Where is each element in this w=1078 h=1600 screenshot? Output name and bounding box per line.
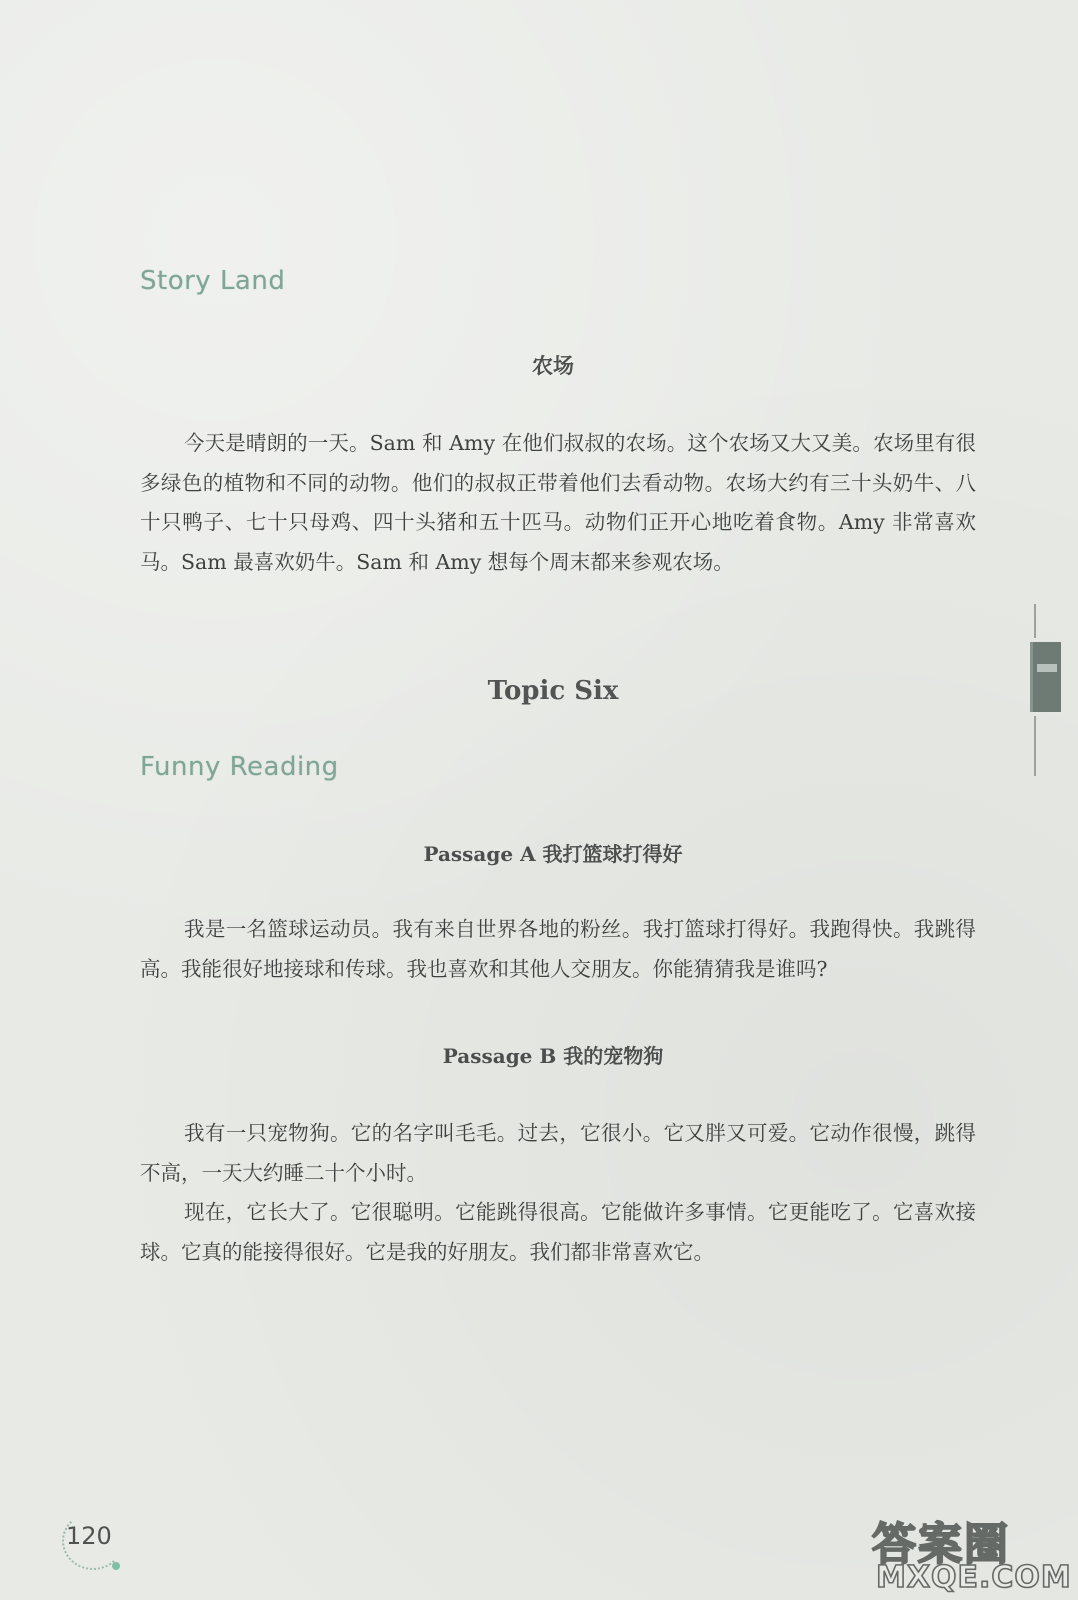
side-margin-line (1034, 604, 1036, 638)
funny-reading-heading: Funny Reading (140, 752, 339, 782)
passage-b-paragraph-1: 我有一只宠物狗。它的名字叫毛毛。过去，它很小。它又胖又可爱。它动作很慢，跳得不高，一天大约睡二十个小时。 (140, 1121, 976, 1185)
page-number: 120 (66, 1522, 112, 1550)
story-land-heading: Story Land (140, 266, 286, 296)
watermark-logo (872, 1508, 1072, 1596)
passage-b-paragraph-2: 现在，它长大了。它很聪明。它能跳得很高。它能做许多事情。它更能吃了。它喜欢接球。它真的能接得很好。它是我的好朋友。我们都非常喜欢它。 (140, 1200, 976, 1264)
topic-title: Topic Six (487, 676, 619, 706)
page-number-dot (112, 1562, 120, 1570)
watermark-chars: 答案圈 (872, 1519, 1010, 1570)
passage-b-title: Passage B 我的宠物狗 (442, 1044, 664, 1068)
watermark-url: MXQE.COM (876, 1560, 1072, 1595)
chapter-side-tab (1030, 642, 1061, 712)
page-number-badge (58, 1508, 128, 1572)
side-margin-line (1034, 716, 1036, 776)
side-tab-stripe (1037, 664, 1057, 672)
passage-a-paragraph: 我是一名篮球运动员。我有来自世界各地的粉丝。我打篮球打得好。我跑得快。我跳得高。我能很好地接球和传球。我也喜欢和其他人交朋友。你能猜猜我是谁吗? (140, 917, 976, 981)
farm-story-paragraph: 今天是晴朗的一天。Sam 和 Amy 在他们叔叔的农场。这个农场又大又美。农场里有很多绿色的植物和不同的动物。他们的叔叔正带着他们去看动物。农场大约有三十头奶牛、八十只鸭子、七十只母鸡、四十头猪和五十匹马。动物们正开心地吃着食物。Amy 非常喜欢马。Sam 最喜欢奶牛。Sam 和 Amy 想每个周末都来参观农场。 (140, 431, 976, 574)
passage-a-title: Passage A 我打篮球打得好 (423, 842, 683, 866)
farm-story-title: 农场 (532, 353, 574, 378)
